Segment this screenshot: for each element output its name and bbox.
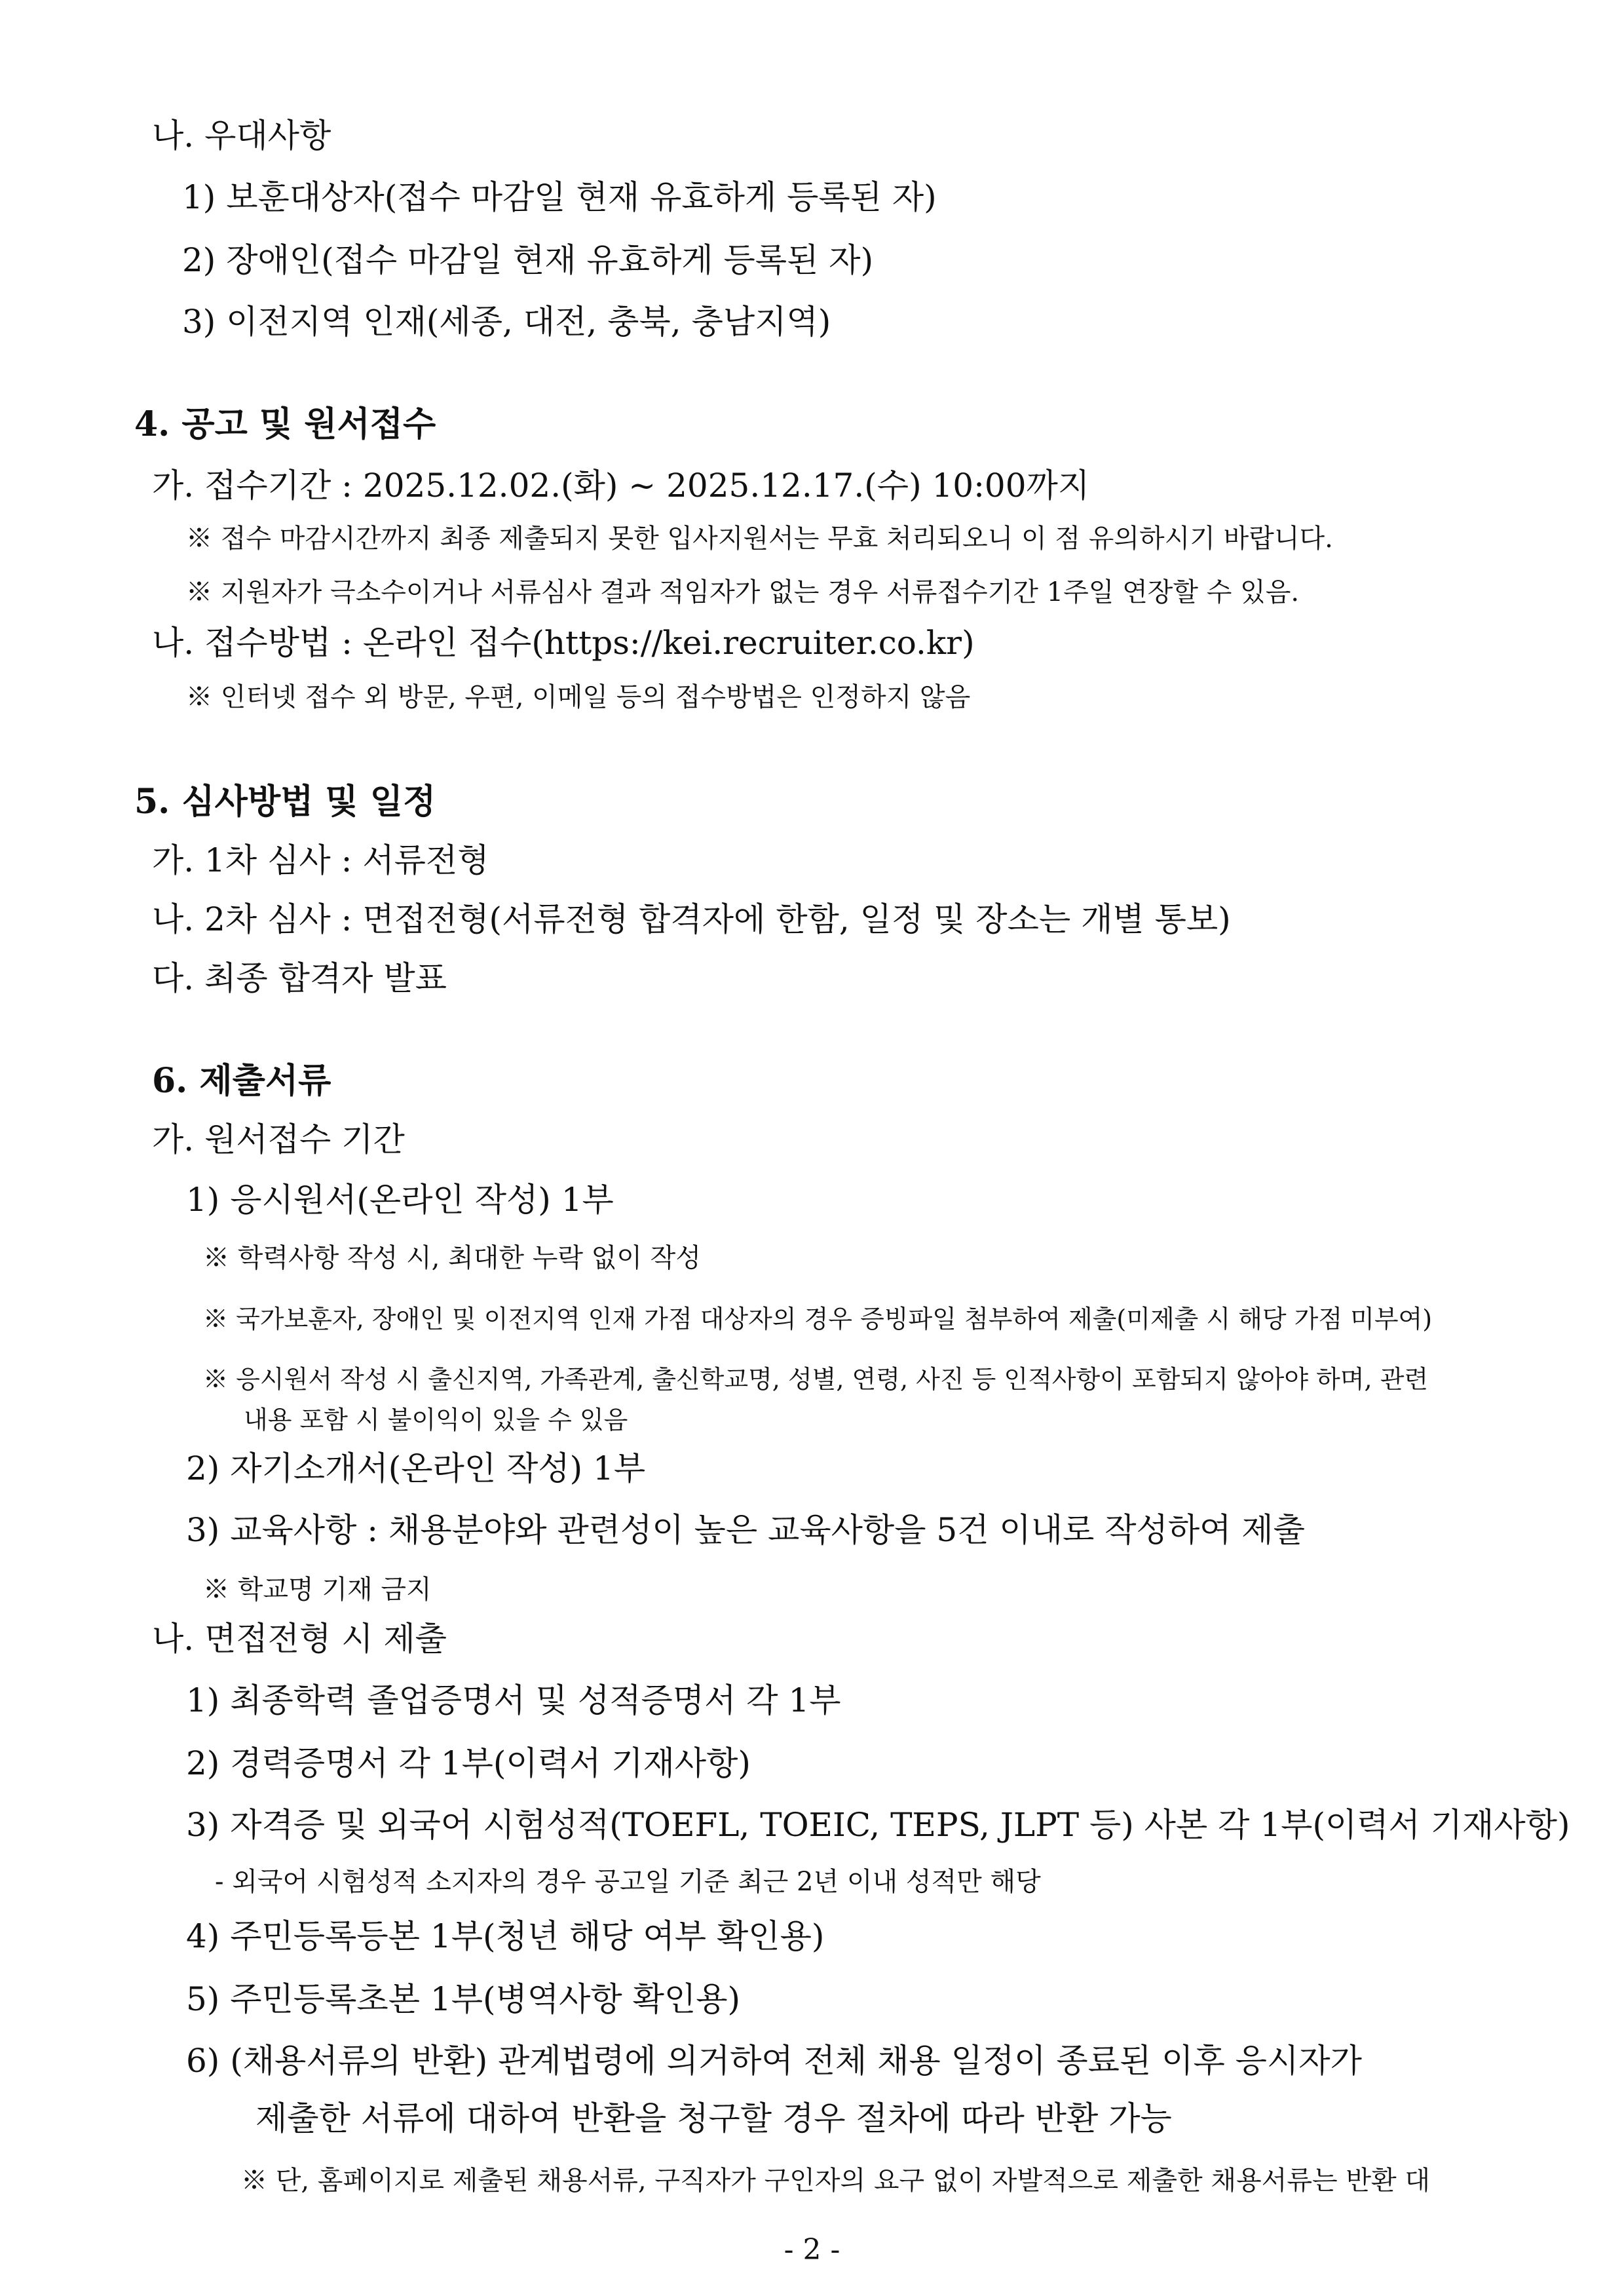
section-5-heading: 5. 심사방법 및 일정: [134, 782, 436, 822]
preference-item-2: 2) 장애인(접수 마감일 현재 유효하게 등록된 자): [182, 241, 874, 279]
application-period-note-1: ※ 접수 마감시간까지 최종 제출되지 못한 입사지원서는 무효 처리되오니 이 점 유의하시기 바랍니다.: [186, 524, 1333, 554]
preference-item-3: 3) 이전지역 인재(세종, 대전, 충북, 충남지역): [182, 303, 831, 341]
review-step-3: 다. 최종 합격자 발표: [152, 959, 447, 997]
application-form-note-1: ※ 학력사항 작성 시, 최대한 누락 없이 작성: [203, 1243, 701, 1273]
application-form-note-3: ※ 응시원서 작성 시 출신지역, 가족관계, 출신학교명, 성별, 연령, 사진 등 인적사항이 포함되지 않아야 하며, 관련: [203, 1365, 1429, 1394]
page-number: - 2 -: [784, 2233, 840, 2267]
preference-title: 나. 우대사항: [152, 117, 331, 155]
review-step-1: 가. 1차 심사 : 서류전형: [152, 841, 489, 879]
interview-doc-2: 2) 경력증명서 각 1부(이력서 기재사항): [186, 1744, 751, 1782]
interview-doc-6: 6) (채용서류의 반환) 관계법령에 의거하여 전체 채용 일정이 종료된 이후 응시자가: [186, 2042, 1362, 2080]
application-method-note: ※ 인터넷 접수 외 방문, 우편, 이메일 등의 접수방법은 인정하지 않음: [186, 682, 971, 712]
education-item: 3) 교육사항 : 채용분야와 관련성이 높은 교육사항을 5건 이내로 작성하여 제출: [186, 1511, 1305, 1549]
application-form-note-3-cont: 내용 포함 시 불이익이 있을 수 있음: [244, 1406, 628, 1434]
review-step-2: 나. 2차 심사 : 면접전형(서류전형 합격자에 한함, 일정 및 장소는 개별 통보): [152, 900, 1231, 938]
application-period: 가. 접수기간 : 2025.12.02.(화) ~ 2025.12.17.(수) 10:00까지: [152, 467, 1090, 505]
self-introduction-item: 2) 자기소개서(온라인 작성) 1부: [186, 1449, 646, 1487]
submission-at-interview: 나. 면접전형 시 제출: [152, 1620, 447, 1658]
interview-doc-4: 4) 주민등록등본 1부(청년 해당 여부 확인용): [186, 1917, 825, 1955]
interview-doc-3: 3) 자격증 및 외국어 시험성적(TOEFL, TOEIC, TEPS, JLPT 등) 사본 각 1부(이력서 기재사항): [186, 1806, 1570, 1844]
interview-doc-6-cont: 제출한 서류에 대하여 반환을 청구할 경우 절차에 따라 반환 가능: [255, 2099, 1172, 2137]
document-return-note: ※ 단, 홈페이지로 제출된 채용서류, 구직자가 구인자의 요구 없이 자발적으로 제출한 채용서류는 반환 대: [241, 2166, 1430, 2196]
application-form-note-2: ※ 국가보훈자, 장애인 및 이전지역 인재 가점 대상자의 경우 증빙파일 첨부하여 제출(미제출 시 해당 가점 미부여): [203, 1305, 1433, 1333]
interview-doc-1: 1) 최종학력 졸업증명서 및 성적증명서 각 1부: [186, 1681, 841, 1719]
application-method: 나. 접수방법 : 온라인 접수(https://kei.recruiter.co.kr): [152, 624, 975, 662]
section-4-heading: 4. 공고 및 원서접수: [134, 404, 436, 444]
application-period-note-2: ※ 지원자가 극소수이거나 서류심사 결과 적임자가 없는 경우 서류접수기간 1주일 연장할 수 있음.: [186, 577, 1300, 607]
submission-during-application: 가. 원서접수 기간: [152, 1120, 405, 1158]
application-form-item: 1) 응시원서(온라인 작성) 1부: [186, 1181, 614, 1219]
preference-item-1: 1) 보훈대상자(접수 마감일 현재 유효하게 등록된 자): [182, 178, 937, 216]
interview-doc-5: 5) 주민등록초본 1부(병역사항 확인용): [186, 1980, 741, 2018]
interview-doc-3-note: - 외국어 시험성적 소지자의 경우 공고일 기준 최근 2년 이내 성적만 해당: [215, 1867, 1041, 1897]
section-6-heading: 6. 제출서류: [152, 1061, 331, 1101]
education-note: ※ 학교명 기재 금지: [203, 1575, 432, 1605]
